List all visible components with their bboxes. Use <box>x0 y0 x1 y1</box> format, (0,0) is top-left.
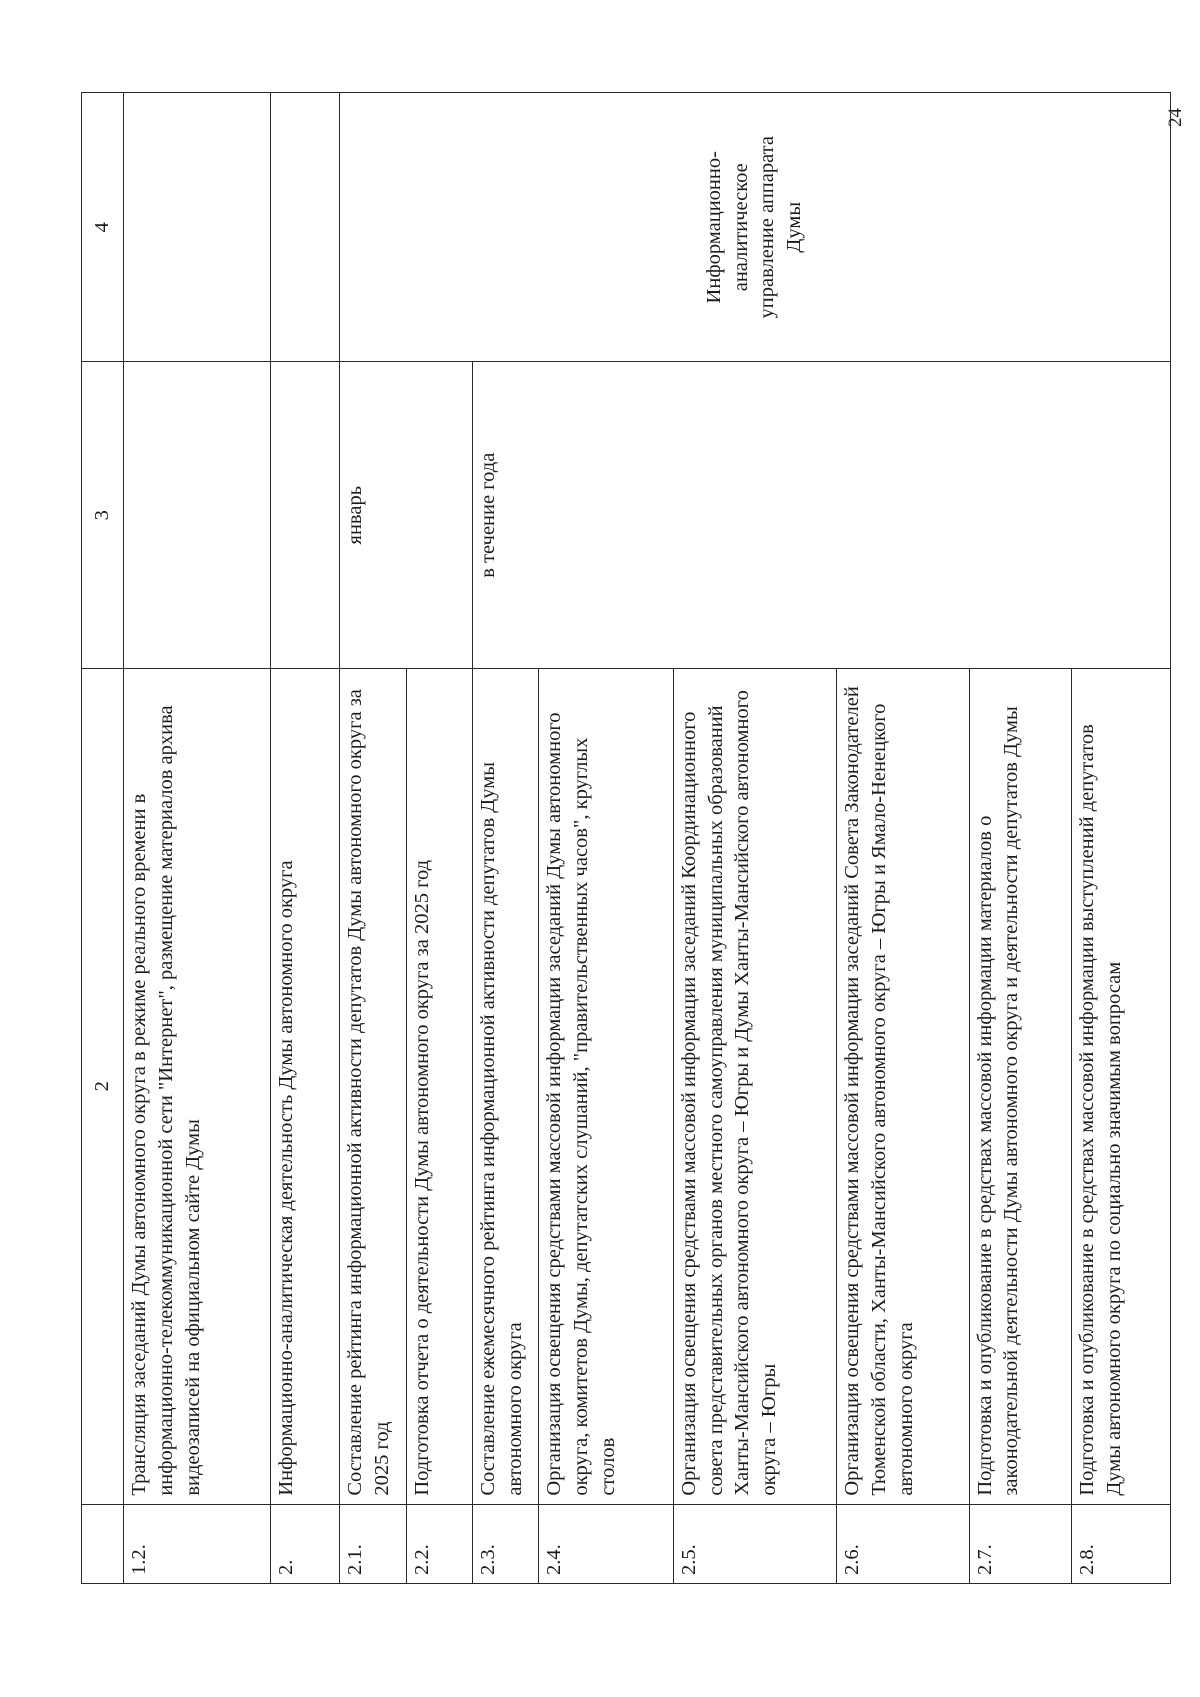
row-responsible <box>271 93 340 363</box>
row-text: Подготовка отчета о деятельности Думы автономного округа за 2025 год <box>406 668 473 1504</box>
row-text: Трансляция заседаний Думы автономного округа в режиме реального времени в информационно-телекоммуникационной сети "Интернет", размещение материалов архива видеозаписей на официальном сайте Думы <box>124 668 271 1504</box>
header-col-1 <box>82 1504 124 1583</box>
responsible-line: Информационно- <box>703 151 726 304</box>
responsible-line: Думы <box>783 201 806 253</box>
row-period <box>271 362 340 668</box>
row-number: 2.5. <box>673 1504 836 1583</box>
page-number: 24 <box>1165 108 1186 127</box>
table-row <box>124 93 271 1584</box>
responsible-cell <box>339 93 1170 363</box>
row-responsible <box>124 93 271 363</box>
row-period: в течение года <box>473 362 1171 668</box>
header-col-4: 4 <box>82 93 124 363</box>
row-text: Организация освещения средствами массовой информации заседаний Совета Законодателей Тюменской области, Ханты-Мансийского автономного округа – Югры и Ямало-Ненецкого автономного округа <box>837 668 969 1504</box>
plan-table <box>81 92 1171 1584</box>
row-number: 2. <box>271 1504 340 1583</box>
header-col-3: 3 <box>82 362 124 668</box>
table-row <box>339 93 406 1584</box>
row-text: Подготовка и опубликование в средствах массовой информации выступлений депутатов Думы автономного округа по социально значимым вопросам <box>1071 668 1170 1504</box>
row-number: 2.8. <box>1071 1504 1170 1583</box>
row-period <box>124 362 271 668</box>
responsible-line: аналитическое <box>729 163 752 292</box>
row-number: 2.6. <box>837 1504 969 1583</box>
header-col-2: 2 <box>82 668 124 1504</box>
row-text: Информационно-аналитическая деятельность Думы автономного округа <box>271 668 340 1504</box>
table-row <box>271 93 340 1584</box>
row-text: Составление рейтинга информационной активности депутатов Думы автономного округа за 2025 год <box>339 668 406 1504</box>
row-number: 2.4. <box>539 1504 674 1583</box>
row-period: январь <box>339 362 472 668</box>
row-number: 1.2. <box>124 1504 271 1583</box>
row-number: 2.3. <box>473 1504 539 1583</box>
row-number: 2.7. <box>969 1504 1071 1583</box>
row-text: Организация освещения средствами массовой информации заседаний Думы автономного округа, комитетов Думы, депутатских слушаний, "правительственных часов", круглых столов <box>539 668 674 1504</box>
row-text: Организация освещения средствами массовой информации заседаний Координационного совета представительных органов местного самоуправления муниципальных образований Ханты-Мансийского автономного округа – Югры и Думы Ханты-Мансийского автономного округа – Югры <box>673 668 836 1504</box>
responsible-line: управление аппарата <box>756 136 779 319</box>
row-number: 2.1. <box>339 1504 406 1583</box>
row-number: 2.2. <box>406 1504 473 1583</box>
row-text: Подготовка и опубликование в средствах массовой информации материалов о законодательной деятельности Думы автономного округа и деятельности депутатов Думы <box>969 668 1071 1504</box>
table-header-row <box>82 93 124 1584</box>
row-text: Составление ежемесячного рейтинга информационной активности депутатов Думы автономного округа <box>473 668 539 1504</box>
